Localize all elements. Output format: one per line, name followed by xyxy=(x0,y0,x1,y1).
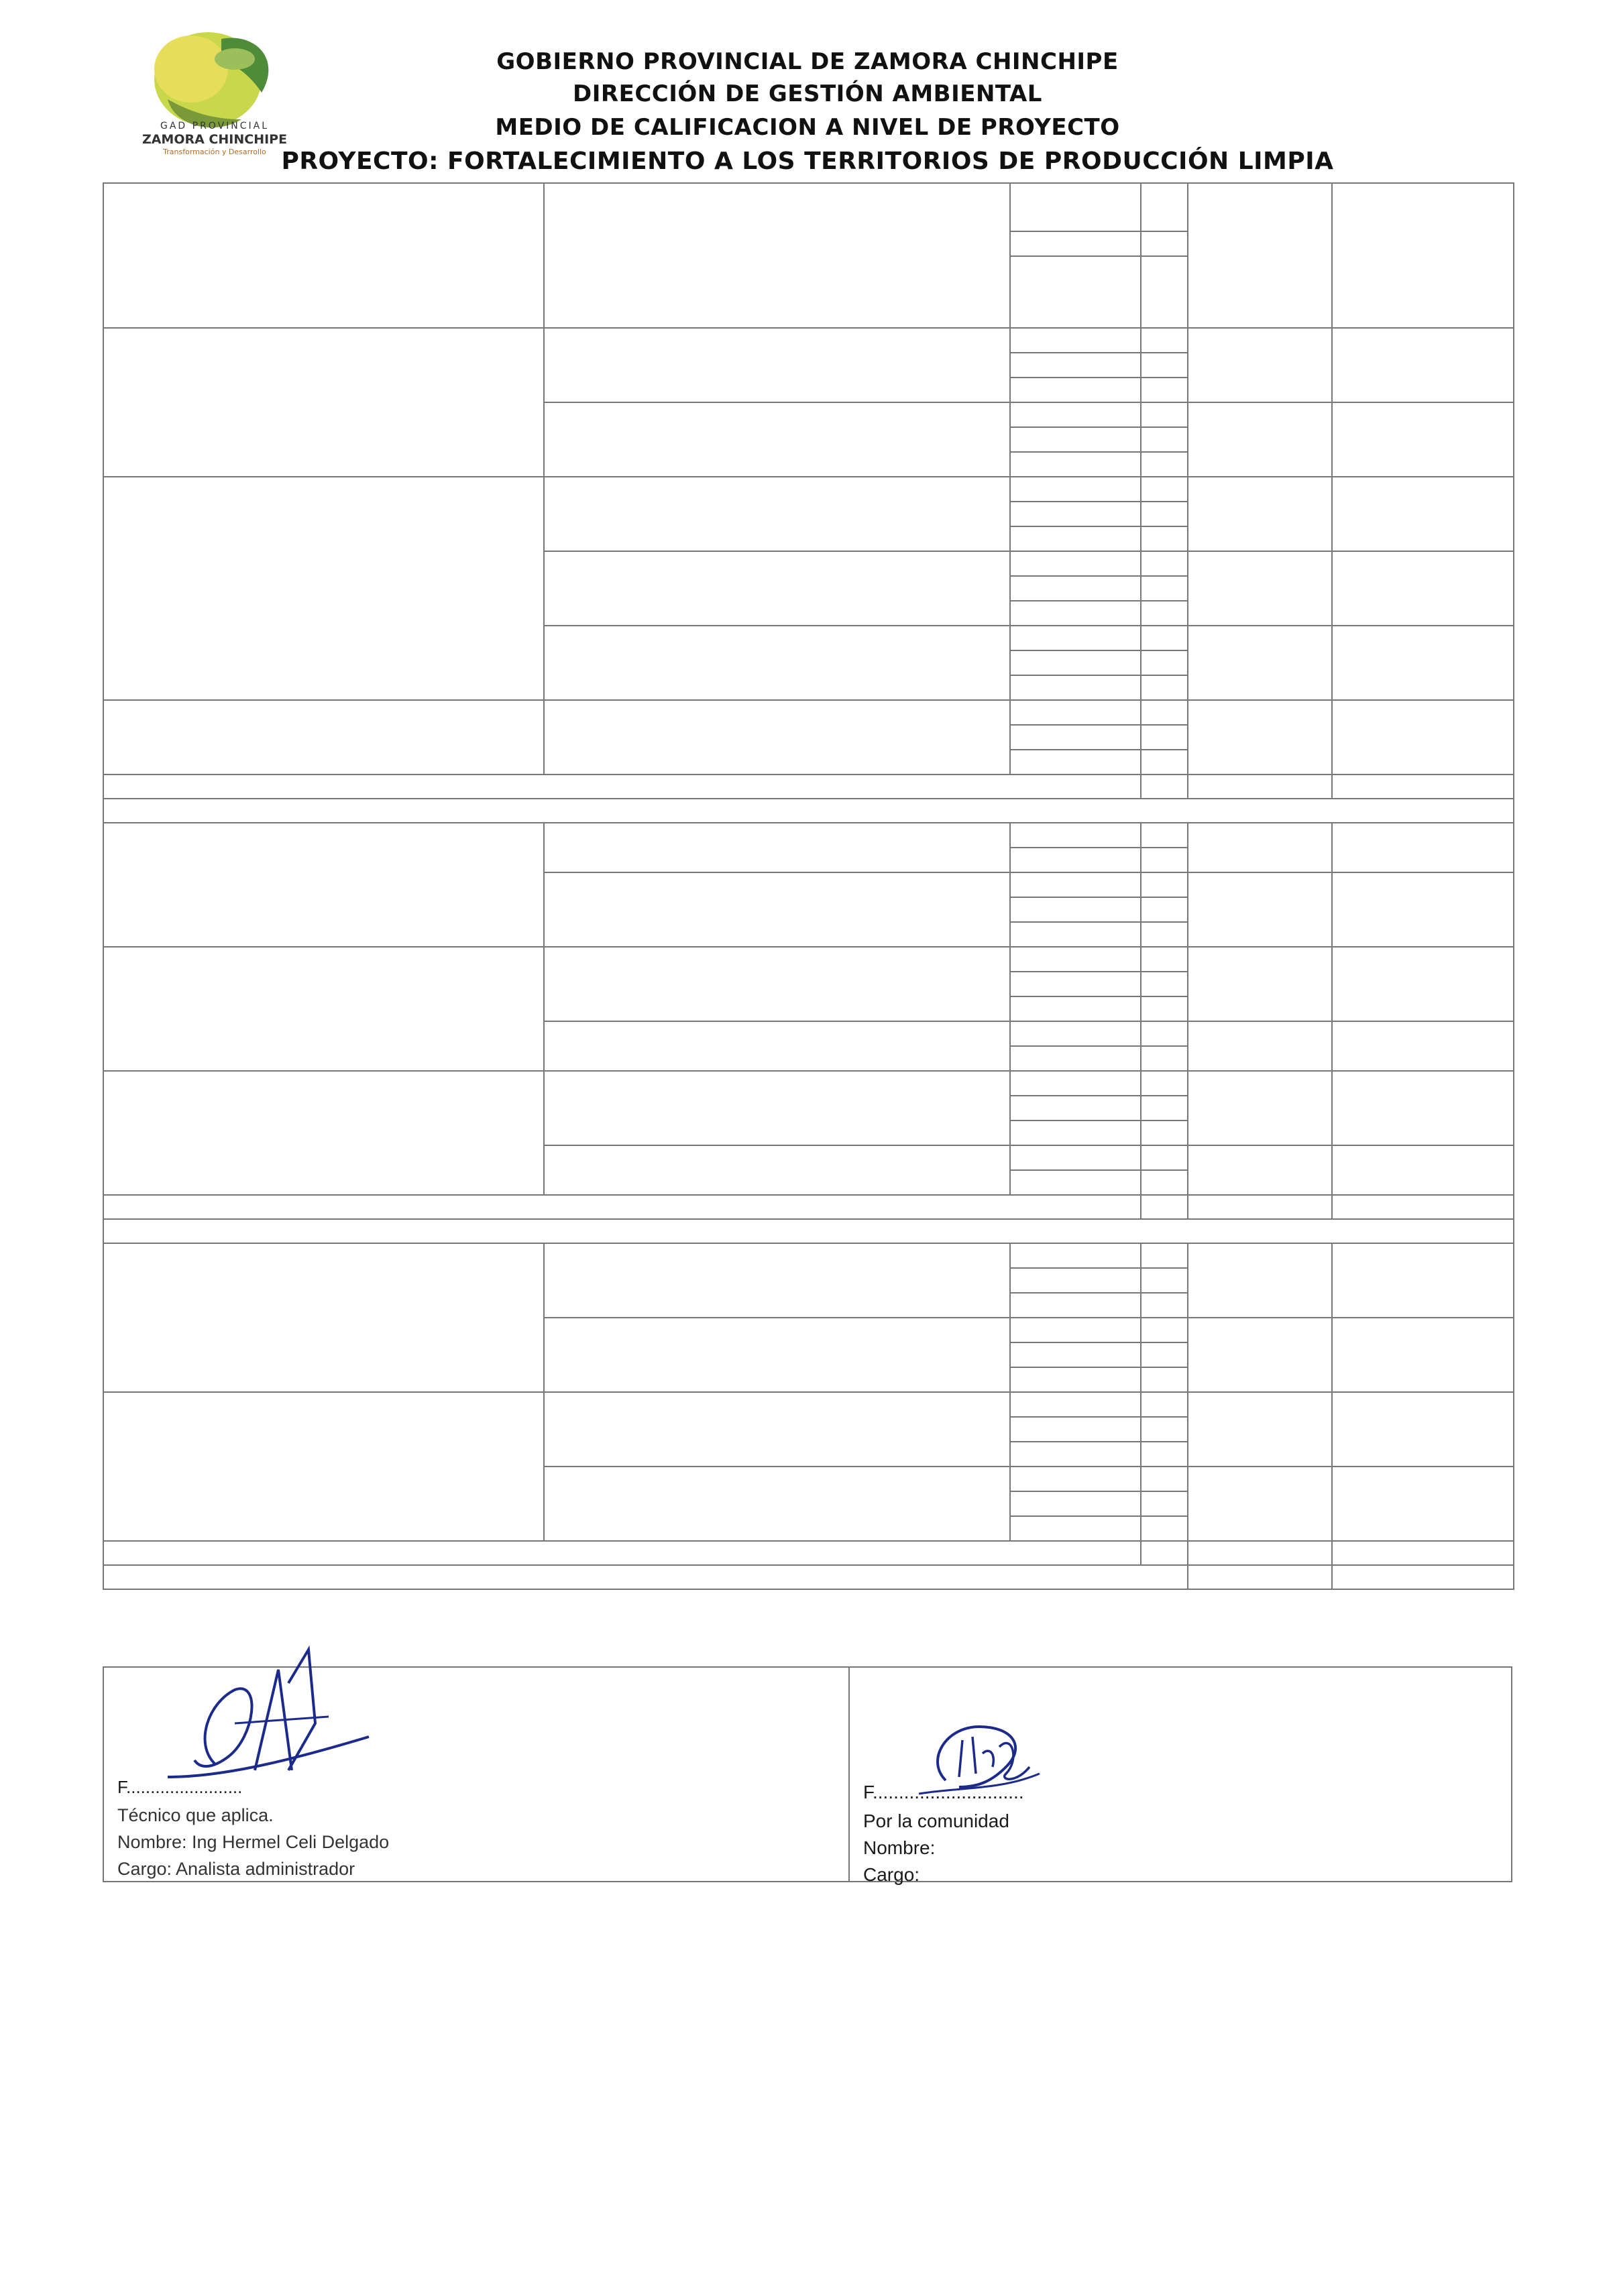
option-points xyxy=(1155,972,1188,996)
grid-hline xyxy=(1009,1416,1187,1418)
grid-hline xyxy=(1009,749,1187,750)
option-points xyxy=(1155,184,1188,231)
grid-hline xyxy=(103,1589,1513,1590)
grid-vline xyxy=(1009,327,1011,476)
criterion-text xyxy=(116,479,530,698)
grid-hline xyxy=(1009,1515,1187,1517)
indicator-text xyxy=(551,479,1001,549)
grid-hline xyxy=(103,1070,1513,1072)
grid-vline xyxy=(1331,774,1333,798)
grid-hline xyxy=(1009,724,1187,726)
option-points xyxy=(1155,353,1188,377)
grid-vline xyxy=(1140,1540,1141,1564)
grid-hline xyxy=(1009,650,1187,651)
option-label xyxy=(1017,1096,1135,1120)
grid-vline xyxy=(543,182,545,327)
indicator-text xyxy=(551,1147,1001,1193)
option-label xyxy=(1017,353,1135,377)
indicator-text xyxy=(551,330,1001,400)
option-points xyxy=(1155,726,1188,749)
indicator-text xyxy=(551,1023,1001,1069)
grid-vline xyxy=(1140,774,1141,798)
option-label xyxy=(1017,378,1135,402)
header-line-2: DIRECCIÓN DE GESTIÓN AMBIENTAL xyxy=(573,80,1042,107)
grid-vline xyxy=(1331,699,1333,774)
header-line-1: GOBIERNO PROVINCIAL DE ZAMORA CHINCHIPE xyxy=(496,48,1119,75)
grid-vline xyxy=(1331,1540,1333,1564)
grid-hline xyxy=(103,1391,1513,1393)
option-label xyxy=(1017,651,1135,675)
criterion-text xyxy=(116,1245,530,1390)
option-points xyxy=(1155,1418,1188,1441)
option-points xyxy=(1155,403,1188,426)
option-points xyxy=(1155,1244,1188,1267)
option-label xyxy=(1017,848,1135,872)
option-points xyxy=(1155,378,1188,402)
criterion-text xyxy=(116,825,530,945)
signature-left-name: Nombre: Ing Hermel Celi Delgado xyxy=(117,1832,390,1852)
option-label xyxy=(1017,184,1135,231)
grid-vline xyxy=(1009,1243,1011,1391)
grid-vline xyxy=(543,1243,545,1391)
grid-vline xyxy=(1009,1391,1011,1540)
option-points xyxy=(1155,477,1188,501)
grid-vline xyxy=(1513,182,1514,1590)
grid-vline xyxy=(1331,1194,1333,1218)
grid-hline xyxy=(1009,1292,1187,1294)
grid-vline xyxy=(103,182,104,1589)
grid-vline xyxy=(1187,1391,1188,1540)
option-label xyxy=(1017,527,1135,551)
grid-vline xyxy=(1187,946,1188,1070)
grid-hline xyxy=(103,1218,1513,1220)
criterion-text xyxy=(116,1073,530,1193)
grid-vline xyxy=(1140,1070,1141,1194)
option-label xyxy=(1017,726,1135,749)
grid-vline xyxy=(1009,699,1011,774)
grid-hline xyxy=(103,1564,1513,1566)
option-points xyxy=(1155,898,1188,921)
option-label xyxy=(1017,477,1135,501)
option-label xyxy=(1017,1269,1135,1292)
grid-hline xyxy=(1009,451,1187,453)
option-points xyxy=(1155,329,1188,352)
grid-vline xyxy=(1009,476,1011,699)
grid-vline xyxy=(1140,327,1141,476)
grid-vline xyxy=(1187,1194,1188,1218)
criterion-text xyxy=(116,330,530,475)
indicator-text xyxy=(551,404,1001,475)
option-points xyxy=(1155,1492,1188,1515)
grid-hline xyxy=(1009,971,1187,972)
option-points xyxy=(1155,676,1188,699)
option-label xyxy=(1017,1393,1135,1416)
grid-hline xyxy=(1009,1491,1187,1492)
option-label xyxy=(1017,923,1135,946)
option-points xyxy=(1155,948,1188,971)
indicator-text xyxy=(551,1245,1001,1316)
option-points xyxy=(1155,428,1188,451)
header-line-4: PROYECTO: FORTALECIMIENTO A LOS TERRITORIOS DE PRODUCCIÓN LIMPIA xyxy=(281,148,1334,175)
option-label xyxy=(1017,1492,1135,1515)
signature-right-line: F............................. xyxy=(863,1782,1024,1802)
option-points xyxy=(1155,1318,1188,1342)
grid-vline xyxy=(543,699,545,774)
grid-hline xyxy=(1009,600,1187,601)
logo-small-text: GAD PROVINCIAL xyxy=(160,121,270,131)
grid-hline xyxy=(103,476,1513,477)
grid-vline xyxy=(1187,1070,1188,1194)
criterion-text xyxy=(116,949,530,1069)
option-label xyxy=(1017,948,1135,971)
grid-vline xyxy=(1331,946,1333,1070)
option-label xyxy=(1017,626,1135,650)
option-points xyxy=(1155,1269,1188,1292)
grid-hline xyxy=(1009,996,1187,997)
option-points xyxy=(1155,1072,1188,1095)
indicator-text xyxy=(551,185,1001,326)
option-label xyxy=(1017,1318,1135,1342)
grid-vline xyxy=(1187,1243,1188,1391)
signature-left-role: Técnico que aplica. xyxy=(117,1805,274,1825)
grid-vline xyxy=(1009,946,1011,1070)
grid-vline xyxy=(1187,1564,1188,1589)
grid-vline xyxy=(543,327,545,476)
option-points xyxy=(1155,1343,1188,1367)
option-label xyxy=(1017,453,1135,476)
grid-hline xyxy=(1009,501,1187,502)
grid-hline xyxy=(103,798,1513,799)
option-points xyxy=(1155,848,1188,872)
header-line-3: MEDIO DE CALIFICACION A NIVEL DE PROYECTO xyxy=(495,114,1120,141)
criterion-text xyxy=(116,702,530,772)
logo-org-name: ZAMORA CHINCHIPE xyxy=(142,132,288,147)
grid-vline xyxy=(1009,1070,1011,1194)
option-points xyxy=(1155,257,1188,327)
option-label xyxy=(1017,257,1135,327)
grid-vline xyxy=(543,822,545,946)
option-points xyxy=(1155,823,1188,847)
option-points xyxy=(1155,626,1188,650)
grid-vline xyxy=(1140,1243,1141,1391)
option-points xyxy=(1155,1047,1188,1070)
grid-vline xyxy=(1331,1070,1333,1194)
grid-vline xyxy=(1140,1391,1141,1540)
option-points xyxy=(1155,1294,1188,1317)
grid-vline xyxy=(543,476,545,699)
grid-hline xyxy=(1009,1342,1187,1343)
option-label xyxy=(1017,701,1135,724)
option-label xyxy=(1017,1047,1135,1070)
criterion-text xyxy=(116,1394,530,1539)
grid-vline xyxy=(1187,1540,1188,1564)
option-label xyxy=(1017,750,1135,774)
option-points xyxy=(1155,577,1188,600)
indicator-text xyxy=(551,553,1001,624)
grid-hline xyxy=(1009,526,1187,527)
indicator-text xyxy=(551,628,1001,698)
option-points xyxy=(1155,651,1188,675)
grid-hline xyxy=(103,1540,1513,1542)
option-points xyxy=(1155,1517,1188,1540)
option-label xyxy=(1017,997,1135,1021)
option-points xyxy=(1155,1096,1188,1120)
grid-vline xyxy=(1187,476,1188,699)
option-points xyxy=(1155,873,1188,897)
option-points xyxy=(1155,1171,1188,1194)
grid-hline xyxy=(1009,897,1187,898)
grid-hline xyxy=(103,182,1513,184)
indicator-text xyxy=(551,1073,1001,1143)
option-points xyxy=(1155,1467,1188,1491)
option-label xyxy=(1017,232,1135,255)
option-points xyxy=(1155,923,1188,946)
grid-hline xyxy=(1009,426,1187,428)
option-label xyxy=(1017,1418,1135,1441)
option-label xyxy=(1017,428,1135,451)
grid-vline xyxy=(1331,327,1333,476)
option-points xyxy=(1155,232,1188,255)
grid-hline xyxy=(1009,675,1187,676)
option-label xyxy=(1017,1343,1135,1367)
grid-hline xyxy=(1009,921,1187,923)
option-points xyxy=(1155,997,1188,1021)
option-points xyxy=(1155,502,1188,526)
grid-vline xyxy=(543,1391,545,1540)
grid-vline xyxy=(1331,822,1333,946)
grid-vline xyxy=(1331,1243,1333,1391)
grid-hline xyxy=(1009,1441,1187,1442)
indicator-text xyxy=(551,1469,1001,1539)
criterion-text xyxy=(116,185,530,326)
option-points xyxy=(1155,1442,1188,1466)
option-label xyxy=(1017,1022,1135,1045)
option-points xyxy=(1155,1121,1188,1145)
grid-hline xyxy=(1009,1045,1187,1047)
option-label xyxy=(1017,1442,1135,1466)
grid-hline xyxy=(1009,575,1187,577)
option-label xyxy=(1017,676,1135,699)
option-points xyxy=(1155,1146,1188,1169)
option-label xyxy=(1017,898,1135,921)
option-label xyxy=(1017,1467,1135,1491)
grid-vline xyxy=(1140,476,1141,699)
option-label xyxy=(1017,1072,1135,1095)
indicator-text xyxy=(551,1320,1001,1390)
grid-hline xyxy=(1009,1367,1187,1368)
grid-hline xyxy=(103,699,1513,701)
option-points xyxy=(1155,552,1188,575)
option-label xyxy=(1017,1171,1135,1194)
option-label xyxy=(1017,502,1135,526)
option-label xyxy=(1017,823,1135,847)
signature-right-cargo: Cargo: xyxy=(863,1864,920,1885)
grid-vline xyxy=(543,1070,545,1194)
grid-vline xyxy=(1140,182,1141,327)
indicator-text xyxy=(551,949,1001,1019)
option-label xyxy=(1017,1517,1135,1540)
indicator-text xyxy=(551,874,1001,945)
grid-vline xyxy=(1009,182,1011,327)
option-points xyxy=(1155,1022,1188,1045)
option-points xyxy=(1155,750,1188,774)
grid-hline xyxy=(103,822,1513,823)
option-points xyxy=(1155,701,1188,724)
grid-vline xyxy=(1009,822,1011,946)
grid-hline xyxy=(1009,352,1187,353)
option-label xyxy=(1017,601,1135,625)
indicator-text xyxy=(551,825,1001,870)
signature-right-name: Nombre: xyxy=(863,1837,936,1858)
indicator-text xyxy=(551,702,1001,772)
option-label xyxy=(1017,1244,1135,1267)
grid-vline xyxy=(1187,699,1188,774)
option-label xyxy=(1017,1368,1135,1391)
option-label xyxy=(1017,329,1135,352)
grid-hline xyxy=(103,774,1513,775)
signature-left-line: F........................ xyxy=(117,1777,243,1797)
option-points xyxy=(1155,1368,1188,1391)
grid-vline xyxy=(1331,476,1333,699)
option-points xyxy=(1155,601,1188,625)
grid-hline xyxy=(1009,255,1187,257)
option-label xyxy=(1017,1121,1135,1145)
grid-hline xyxy=(103,1243,1513,1244)
signature-left-cargo: Cargo: Analista administrador xyxy=(117,1859,355,1879)
grid-vline xyxy=(1331,1564,1333,1589)
option-label xyxy=(1017,1294,1135,1317)
logo-tagline: Transformación y Desarrollo xyxy=(163,148,266,156)
option-label xyxy=(1017,873,1135,897)
grid-vline xyxy=(1187,774,1188,798)
grid-vline xyxy=(1331,1391,1333,1540)
grid-hline xyxy=(1009,1169,1187,1171)
grid-hline xyxy=(103,327,1513,329)
option-points xyxy=(1155,453,1188,476)
grid-vline xyxy=(1187,182,1188,327)
grid-hline xyxy=(1009,1095,1187,1096)
grid-hline xyxy=(103,946,1513,948)
grid-hline xyxy=(1009,377,1187,378)
grid-vline xyxy=(1187,822,1188,946)
signature-right-role: Por la comunidad xyxy=(863,1811,1009,1831)
option-label xyxy=(1017,577,1135,600)
grid-vline xyxy=(543,946,545,1070)
option-points xyxy=(1155,1393,1188,1416)
option-label xyxy=(1017,1146,1135,1169)
grid-hline xyxy=(1009,1267,1187,1269)
grid-vline xyxy=(1140,699,1141,774)
option-points xyxy=(1155,527,1188,551)
grid-hline xyxy=(1009,1120,1187,1121)
grid-hline xyxy=(1009,847,1187,848)
indicator-text xyxy=(551,1394,1001,1465)
grid-vline xyxy=(1140,946,1141,1070)
grid-vline xyxy=(1331,182,1333,327)
option-label xyxy=(1017,403,1135,426)
option-label xyxy=(1017,972,1135,996)
grid-vline xyxy=(1140,822,1141,946)
grid-vline xyxy=(1140,1194,1141,1218)
grid-hline xyxy=(1009,231,1187,232)
grid-hline xyxy=(103,1194,1513,1196)
grid-vline xyxy=(1187,327,1188,476)
option-label xyxy=(1017,552,1135,575)
